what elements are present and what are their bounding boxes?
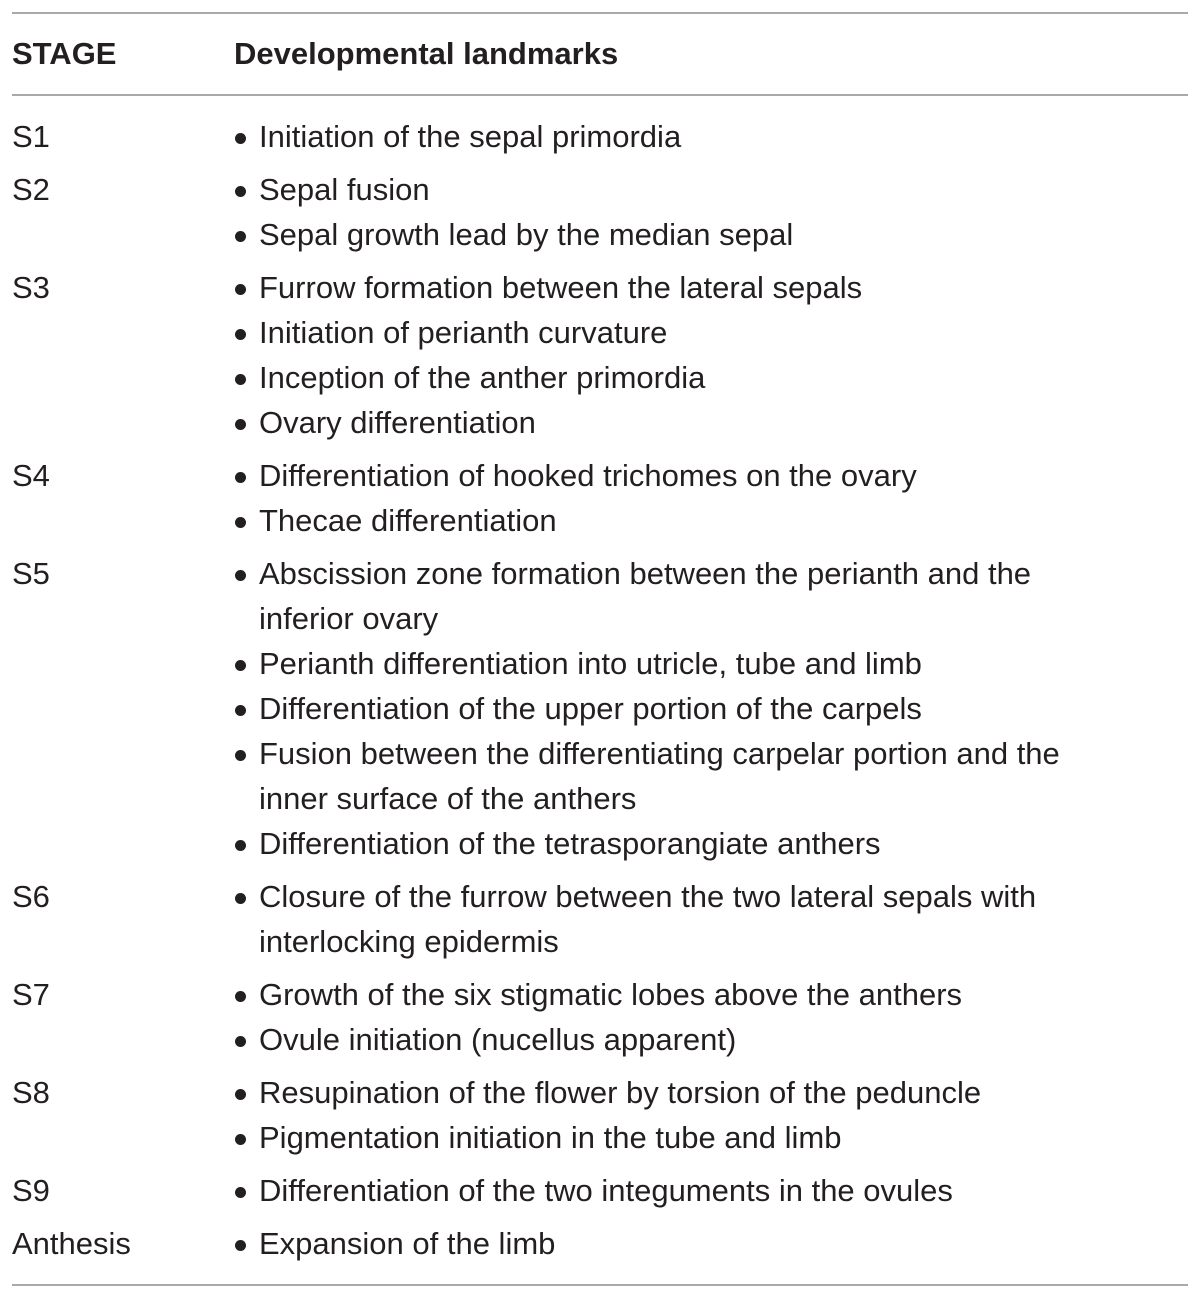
landmark-item (234, 1221, 1188, 1266)
landmark-text: Initiation of perianth curvature (259, 315, 668, 350)
landmark-item (234, 821, 1188, 866)
stage-cell: S4 (12, 458, 50, 493)
landmark-item (234, 1168, 1188, 1213)
stage-cell: S8 (12, 1075, 50, 1110)
landmark-item (234, 1115, 1188, 1160)
landmark-text: Abscission zone formation between the perianth and the inferior ovary (259, 556, 1032, 636)
bullet-icon (234, 551, 259, 641)
landmark-text: Pigmentation initiation in the tube and limb (259, 1120, 842, 1155)
bullet-icon (234, 498, 259, 543)
bullet-icon (234, 167, 259, 212)
landmark-item (234, 874, 1188, 964)
bullet-icon (234, 453, 259, 498)
landmark-item (234, 551, 1188, 641)
landmark-item (234, 453, 1188, 498)
bullet-icon (234, 114, 259, 159)
landmark-item (234, 400, 1188, 445)
landmark-text: Furrow formation between the lateral sepals (259, 270, 863, 305)
table-row (12, 265, 1188, 445)
landmark-text: Differentiation of hooked trichomes on the ovary (259, 458, 917, 493)
landmark-text: Sepal growth lead by the median sepal (259, 217, 794, 252)
bullet-icon (234, 212, 259, 257)
landmarks-cell (234, 1070, 1188, 1160)
landmark-text: Initiation of the sepal primordia (259, 119, 682, 154)
landmark-text: Thecae differentiation (259, 503, 557, 538)
bullet-icon (234, 1115, 259, 1160)
bullet-icon (234, 731, 259, 821)
table-row (12, 453, 1188, 543)
table-bottom-rule (12, 1284, 1188, 1286)
landmark-text: Differentiation of the upper portion of the carpels (259, 691, 922, 726)
landmark-item (234, 355, 1188, 400)
landmark-text: Fusion between the differentiating carpelar portion and the inner surface of the anthers (259, 736, 1060, 816)
bullet-icon (234, 686, 259, 731)
landmark-item (234, 114, 1188, 159)
landmark-text: Resupination of the flower by torsion of the peduncle (259, 1075, 982, 1110)
landmark-item (234, 498, 1188, 543)
bullet-icon (234, 1017, 259, 1062)
landmark-text: Inception of the anther primordia (259, 360, 706, 395)
bullet-icon (234, 641, 259, 686)
bullet-icon (234, 821, 259, 866)
landmark-text: Sepal fusion (259, 172, 430, 207)
header-landmarks: Developmental landmarks (234, 36, 619, 71)
table-row (12, 167, 1188, 257)
landmark-item (234, 212, 1188, 257)
table-body (12, 96, 1188, 1266)
table-row (12, 1221, 1188, 1266)
landmark-item (234, 265, 1188, 310)
bullet-icon (234, 400, 259, 445)
stage-cell: S2 (12, 172, 50, 207)
landmarks-cell (234, 114, 1188, 159)
stage-cell: S6 (12, 879, 50, 914)
landmark-text: Differentiation of the two integuments in the ovules (259, 1173, 953, 1208)
bullet-icon (234, 355, 259, 400)
landmarks-cell (234, 972, 1188, 1062)
landmark-item (234, 641, 1188, 686)
stage-cell: S1 (12, 119, 50, 154)
landmark-item (234, 310, 1188, 355)
stage-cell: Anthesis (12, 1226, 131, 1261)
bullet-icon (234, 265, 259, 310)
landmark-item (234, 972, 1188, 1017)
landmark-text: Expansion of the limb (259, 1226, 556, 1261)
table-header-row (12, 14, 1188, 94)
landmark-text: Ovary differentiation (259, 405, 536, 440)
landmark-text: Closure of the furrow between the two lateral sepals with interlocking epidermis (259, 879, 1037, 959)
developmental-stages-table (12, 12, 1188, 1286)
landmark-item (234, 731, 1188, 821)
landmarks-cell (234, 551, 1188, 866)
landmarks-cell (234, 265, 1188, 445)
table-row (12, 551, 1188, 866)
bullet-icon (234, 310, 259, 355)
bullet-icon (234, 1168, 259, 1213)
landmark-text: Growth of the six stigmatic lobes above the anthers (259, 977, 963, 1012)
table-row (12, 874, 1188, 964)
landmarks-cell (234, 874, 1188, 964)
bullet-icon (234, 972, 259, 1017)
landmarks-cell (234, 167, 1188, 257)
header-stage: STAGE (12, 36, 117, 71)
landmarks-cell (234, 453, 1188, 543)
bullet-icon (234, 1070, 259, 1115)
stage-cell: S3 (12, 270, 50, 305)
bullet-icon (234, 1221, 259, 1266)
bullet-icon (234, 874, 259, 964)
landmarks-cell (234, 1168, 1188, 1213)
landmark-item (234, 686, 1188, 731)
landmark-text: Differentiation of the tetrasporangiate anthers (259, 826, 881, 861)
table-row (12, 972, 1188, 1062)
stage-cell: S7 (12, 977, 50, 1012)
landmarks-cell (234, 1221, 1188, 1266)
landmark-item (234, 1070, 1188, 1115)
table-row (12, 114, 1188, 159)
stage-cell: S9 (12, 1173, 50, 1208)
table-row (12, 1168, 1188, 1213)
table-row (12, 1070, 1188, 1160)
landmark-item (234, 167, 1188, 212)
landmark-text: Perianth differentiation into utricle, tube and limb (259, 646, 922, 681)
landmark-item (234, 1017, 1188, 1062)
landmark-text: Ovule initiation (nucellus apparent) (259, 1022, 737, 1057)
stage-cell: S5 (12, 556, 50, 591)
